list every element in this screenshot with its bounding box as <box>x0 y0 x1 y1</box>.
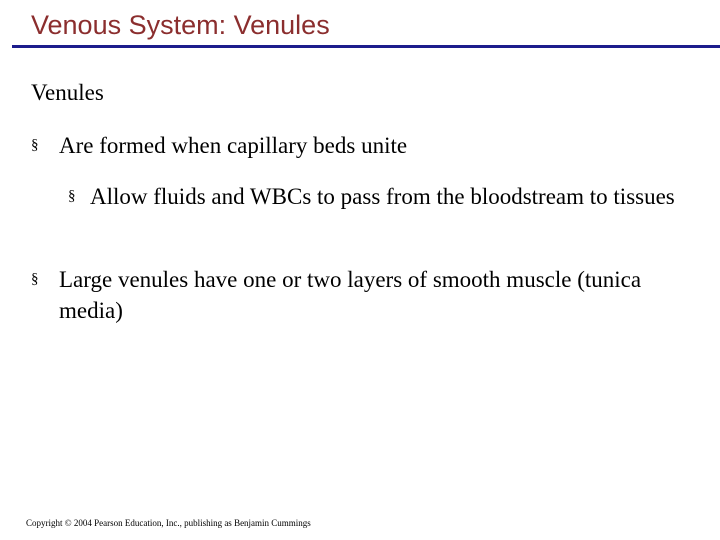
bullet-square-icon: § <box>68 188 76 204</box>
bullet-text: Allow fluids and WBCs to pass from the bloodstream to tissues <box>90 184 675 209</box>
bullet-square-icon: § <box>31 271 39 287</box>
bullet-item <box>31 264 691 326</box>
bullet-text: Large venules have one or two layers of smooth muscle (tunica media) <box>59 267 642 323</box>
bullet-text: Are formed when capillary beds unite <box>59 133 408 158</box>
title-divider <box>12 45 720 48</box>
slide-subheading: Venules <box>31 80 104 105</box>
bullet-square-icon: § <box>31 137 39 153</box>
copyright-footer: Copyright © 2004 Pearson Education, Inc., publishing as Benjamin Cummings <box>26 518 311 528</box>
sub-bullet-item <box>68 181 688 212</box>
bullet-item <box>31 130 691 161</box>
slide-title: Venous System: Venules <box>31 10 330 40</box>
